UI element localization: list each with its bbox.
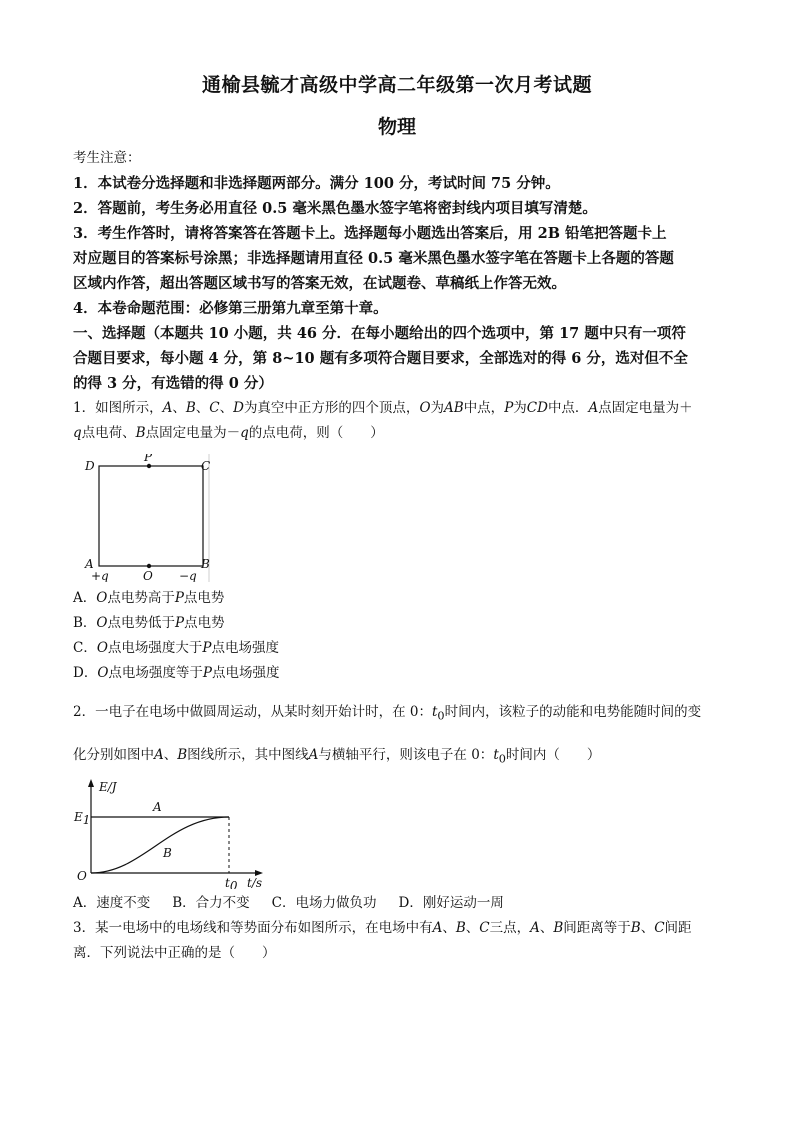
label-line-a: A [153, 800, 162, 815]
q3-stem-line-2: 离．下列说法中正确的是（ ） [73, 945, 276, 962]
square-outline [99, 466, 203, 566]
q2-var: A [308, 746, 319, 763]
q2-var: t [431, 704, 438, 720]
q1-var: O [96, 640, 108, 656]
q1-var: B [185, 400, 196, 416]
q3-text: 、 [442, 920, 456, 937]
q2-option-a: A．速度不变 [73, 895, 151, 912]
q3-var: C [479, 920, 490, 937]
spacer [73, 686, 728, 700]
q1-var: q [73, 425, 82, 441]
q3-var: C [654, 920, 665, 937]
t0-label [225, 876, 238, 889]
x-axis-label: t/s [247, 876, 263, 890]
section1-line-1: 一、选择题（本题共 10 小题，共 46 分．在每小题给出的四个选项中，第 17 题中只有一项符 [73, 325, 686, 342]
option-letter: A． [73, 590, 97, 606]
q1-var: P [504, 400, 514, 416]
q1-text: 为真空中正方形的四个顶点， [243, 400, 420, 416]
q2-option-c: C．电场力做负功 [271, 895, 377, 912]
label-b: B [201, 557, 210, 571]
q3-stem-line-1 [73, 916, 728, 941]
e-subscript: 1 [82, 813, 91, 828]
q2-option-b: B．合力不变 [172, 895, 250, 912]
q1-text: 点电势低于 [107, 615, 175, 631]
label-c: C [201, 459, 211, 473]
notice-heading: 考生注意： [73, 150, 141, 166]
y-axis-label: E/J [99, 780, 117, 795]
q2-options [73, 891, 728, 916]
q1-text: 中点． [547, 400, 589, 416]
q1-var: O [97, 665, 109, 681]
q1-text: 、 [172, 400, 186, 416]
exam-content [73, 146, 728, 966]
q1-text: 为 [430, 400, 445, 416]
q1-text: 中点， [463, 400, 505, 416]
q1-text: 点固定电量为－ [145, 425, 241, 441]
section1-line-3: 的得 3 分，有选错的得 0 分） [73, 375, 273, 392]
q2-text: 与横轴平行，则该电子在 0： [318, 746, 494, 763]
label-a: A [85, 557, 94, 571]
label-curve-b: B [163, 846, 172, 861]
q1-option-c [73, 636, 728, 661]
q1-var: P [202, 665, 212, 681]
exam-title: 通榆县毓才高级中学高二年级第一次月考试题 [201, 74, 592, 96]
q2-energy-graph [73, 777, 283, 889]
q1-square-figure [77, 454, 237, 582]
t-symbol: t [225, 876, 230, 890]
q1-var: q [240, 425, 249, 441]
q3-text: 、 [465, 920, 480, 937]
q1-text: 点电场强度大于 [107, 640, 203, 656]
q3-var: B [553, 920, 564, 937]
notice-line-5: 区域内作答，超出答题区域书写的答案无效，在试题卷、草稿纸上作答无效。 [73, 275, 566, 292]
q2-var: A [154, 746, 164, 763]
option-letter: B． [73, 615, 97, 631]
square-diagram [77, 454, 237, 582]
q1-stem-line-1 [73, 396, 728, 421]
q2-text: 、 [163, 746, 178, 763]
q2-text: 时间内，该粒子的动能和电势能随时间的变 [444, 704, 702, 720]
q2-subscript: 0 [498, 752, 506, 766]
q1-text: 点电场强度等于 [108, 665, 203, 681]
q1-text: 点电荷、 [81, 425, 136, 441]
point-p-dot [147, 464, 151, 468]
option-letter: D． [73, 665, 98, 681]
notice-line-6: 4．本卷命题范围：必修第三册第九章至第十章。 [73, 300, 388, 317]
q2-option-d: D．刚好运动一周 [398, 895, 504, 912]
label-p: P [144, 454, 153, 464]
q1-option-a [73, 586, 728, 611]
q2-text: 2．一电子在电场中做圆周运动，从某时刻开始计时，在 0： [73, 704, 432, 720]
q1-text: 点电场强度 [212, 665, 280, 681]
q1-var: CD [526, 400, 548, 416]
q1-var: P [175, 615, 185, 631]
y-axis-arrow [88, 779, 94, 787]
q2-var: B [177, 746, 188, 763]
option-letter: C． [73, 640, 97, 656]
q3-text: 三点， [489, 920, 531, 937]
q1-var: AB [444, 400, 464, 416]
label-plus-q: +q [91, 569, 109, 582]
origin-label: O [77, 869, 87, 884]
q1-var: O [419, 400, 431, 416]
q1-var: A [588, 400, 599, 416]
e-symbol: E [74, 810, 83, 825]
q1-text: 点电势高于 [107, 590, 175, 606]
q1-text: 为 [513, 400, 527, 416]
point-o-dot [147, 564, 151, 568]
q1-var: C [209, 400, 220, 416]
spacer [73, 729, 728, 743]
e1-label [73, 810, 90, 827]
q1-option-b [73, 611, 728, 636]
q1-text: 点固定电量为＋ [598, 400, 693, 416]
notice-line-4: 对应题目的答案标号涂黑；非选择题请用直径 0.5 毫米黑色墨水签字笔在答题卡上各题的答题 [73, 250, 674, 267]
q1-var: B [135, 425, 146, 441]
t-subscript: 0 [229, 879, 238, 890]
q1-stem-line-2 [73, 421, 728, 446]
curve-b [91, 817, 229, 873]
q1-text: 、 [219, 400, 234, 416]
q1-var: O [96, 590, 108, 606]
label-d: D [85, 459, 95, 473]
q2-subscript: 0 [437, 709, 445, 723]
q3-var: A [530, 920, 540, 937]
subject-title: 物理 [377, 116, 416, 138]
q2-var: t [493, 746, 499, 763]
label-o: O [143, 569, 153, 582]
q1-var: P [202, 640, 212, 656]
q1-text: 点电势 [183, 590, 225, 606]
q1-var: O [96, 615, 108, 631]
q2-text: 图线所示，其中图线 [187, 746, 309, 763]
q3-text: 3．某一电场中的电场线和等势面分布如图所示，在电场中有 [73, 920, 433, 937]
q3-text: 间距 [664, 920, 692, 937]
notice-line-1: 1．本试卷分选择题和非选择题两部分。满分 100 分，考试时间 75 分钟。 [73, 175, 560, 192]
q3-text: 间距离等于 [563, 920, 631, 937]
q2-text: 化分别如图中 [73, 746, 154, 763]
q1-text: 的点电荷，则（ ） [248, 425, 384, 441]
q1-text: 、 [195, 400, 210, 416]
q1-text: 点电场强度 [211, 640, 280, 656]
q3-text: 、 [539, 920, 554, 937]
notice-line-3: 3．考生作答时，请将答案答在答题卡上。选择题每小题选出答案后，用 2B 铅笔把答题卡上 [73, 225, 667, 242]
notice-line-2: 2．答题前，考生务必用直径 0.5 毫米黑色墨水签字笔将密封线内项目填写清楚。 [73, 200, 597, 217]
q2-stem-line-1 [73, 700, 728, 729]
q1-text: 1．如图所示， [73, 400, 163, 416]
q1-var: D [233, 400, 244, 416]
q1-option-d [73, 661, 728, 686]
label-minus-q: −q [179, 569, 197, 582]
q1-var: P [174, 590, 184, 606]
q2-text: 时间内（ ） [505, 746, 601, 763]
q2-stem-line-2 [73, 743, 728, 772]
q3-text: 、 [640, 920, 655, 937]
q1-var: A [162, 400, 173, 416]
q3-var: B [630, 920, 641, 937]
q3-var: B [455, 920, 466, 937]
energy-time-graph [73, 777, 283, 889]
q3-var: A [432, 920, 443, 937]
section1-line-2: 合题目要求，每小题 4 分，第 8~10 题有多项符合题目要求，全部选对的得 6 分，选对但不全 [73, 350, 688, 367]
q1-text: 点电势 [184, 615, 225, 631]
